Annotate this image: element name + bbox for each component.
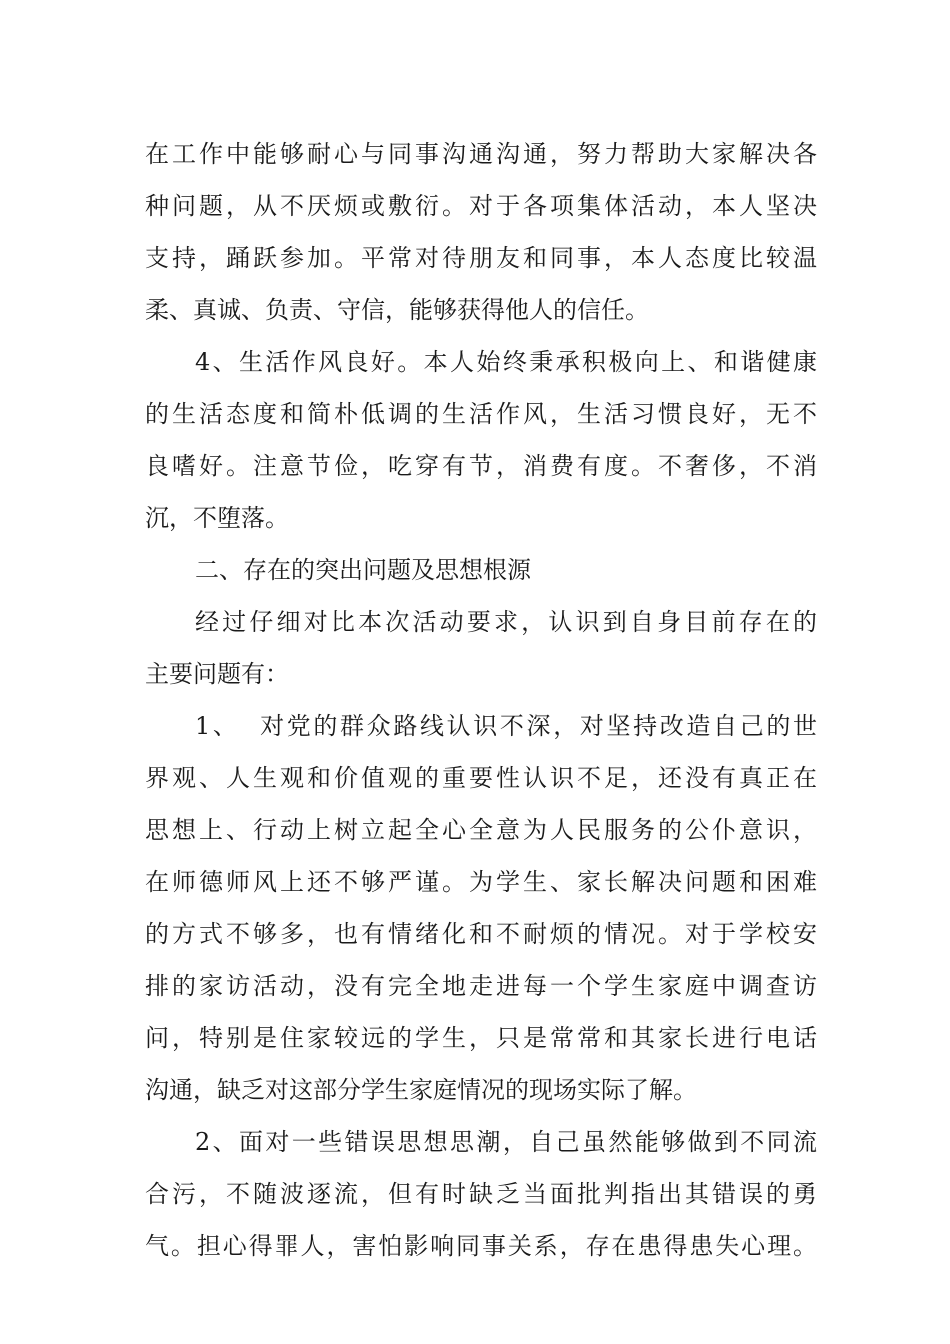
text-line: 界观、人生观和价值观的重要性认识不足，还没有真正在: [145, 764, 817, 792]
paragraph-lifestyle-first-line: 4、生活作风良好。本人始终秉承积极向上、和谐健康: [195, 348, 817, 376]
text-line: 支持，踊跃参加。平常对待朋友和同事，本人态度比较温: [145, 244, 817, 272]
text-line: 在师德师风上还不够严谨。为学生、家长解决问题和困难: [145, 868, 817, 896]
text-line: 主要问题有：: [145, 660, 289, 688]
paragraph-issue-1-first-line: 1、 对党的群众路线认识不深，对坚持改造自己的世: [195, 712, 817, 740]
text-line: 气。担心得罪人，害怕影响同事关系，存在患得患失心理。: [145, 1232, 817, 1260]
text-line: 合污，不随波逐流，但有时缺乏当面批判指出其错误的勇: [145, 1180, 817, 1208]
paragraph-intro-first-line: 经过仔细对比本次活动要求，认识到自身目前存在的: [195, 608, 817, 636]
text-line: 沉，不堕落。: [145, 504, 289, 532]
text-line: 在工作中能够耐心与同事沟通沟通，努力帮助大家解决各: [145, 140, 817, 168]
document-body: [145, 128, 817, 1272]
text-line: 良嗜好。注意节俭，吃穿有节，消费有度。不奢侈，不消: [145, 452, 817, 480]
text-line: 柔、真诚、负责、守信，能够获得他人的信任。: [145, 296, 649, 324]
paragraph-issue-2-first-line: 2、面对一些错误思想思潮，自己虽然能够做到不同流: [195, 1128, 817, 1156]
text-line: 种问题，从不厌烦或敷衍。对于各项集体活动，本人坚决: [145, 192, 817, 220]
text-line: 问，特别是住家较远的学生，只是常常和其家长进行电话: [145, 1024, 817, 1052]
text-line: 的生活态度和简朴低调的生活作风，生活习惯良好，无不: [145, 400, 817, 428]
text-line: 排的家访活动，没有完全地走进每一个学生家庭中调查访: [145, 972, 817, 1000]
section-heading: 二、存在的突出问题及思想根源: [195, 556, 531, 584]
text-line: 思想上、行动上树立起全心全意为人民服务的公仆意识，: [145, 816, 817, 844]
text-line: 沟通，缺乏对这部分学生家庭情况的现场实际了解。: [145, 1076, 697, 1104]
text-line: 的方式不够多，也有情绪化和不耐烦的情况。对于学校安: [145, 920, 817, 948]
